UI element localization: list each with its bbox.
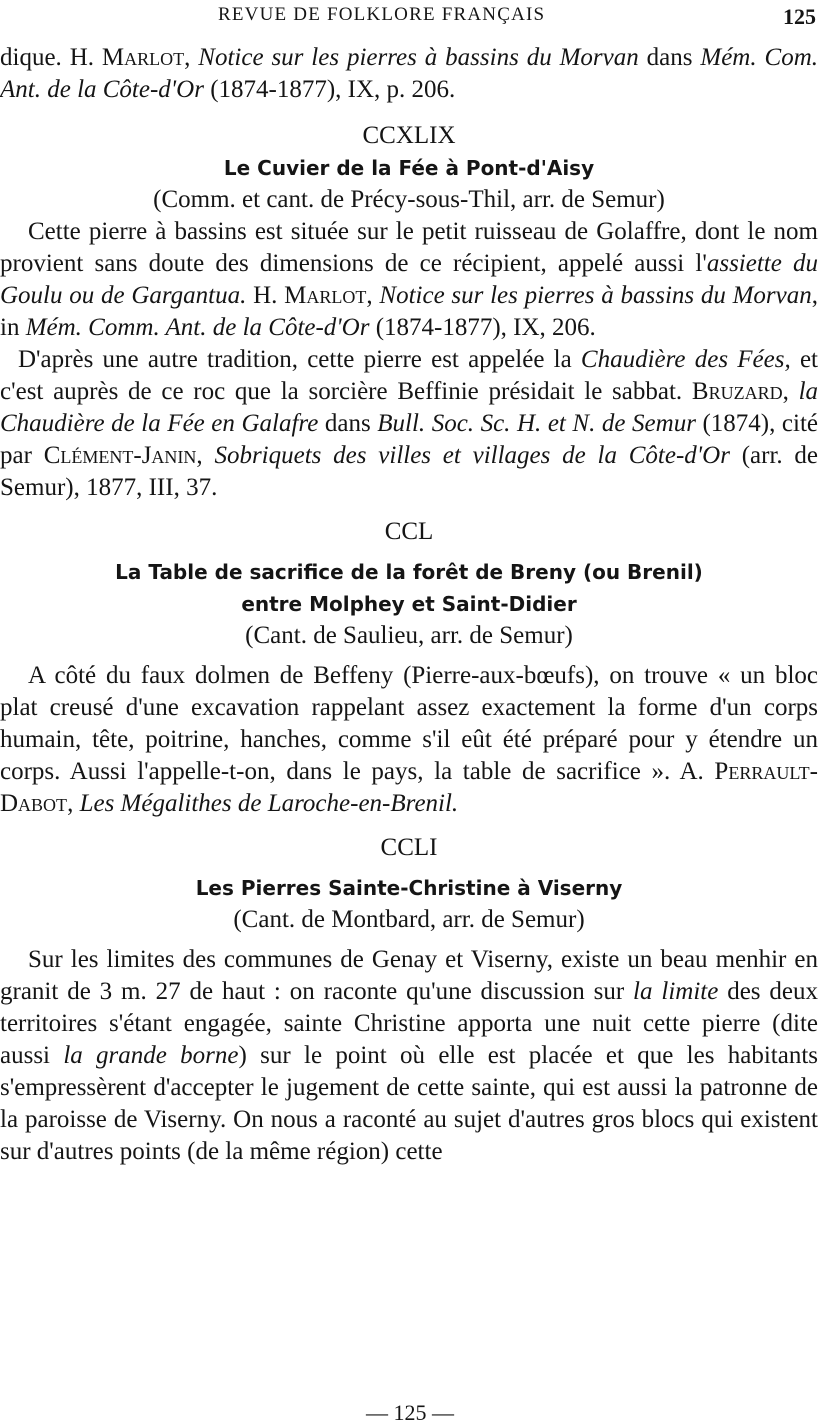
author-name: Perrault-Dabot	[0, 758, 818, 817]
text-run: ) sur le point où elle est placée et que les habitants s'empressèrent d'accepter le jugement de cette sainte, qui est aussi la patronne de la paroisse de Viserny. On nous a raconté au sujet d'autres gros blocs qui existent sur d'autres points (de la même région) cette	[0, 1042, 818, 1165]
author-name: Marlot	[101, 44, 185, 71]
work-title: Les Mégalithes de Laroche-en-Brenil.	[79, 790, 459, 817]
section-title: La Table de sacrifice de la forêt de Breny (ou Brenil)	[115, 560, 703, 584]
section-subtitle: (Comm. et cant. de Précy-sous-Thil, arr. de Semur)	[153, 186, 665, 213]
text-run: Sur les limites des communes de Genay et Viserny, existe un beau menhir en granit de 3 m. 27 de haut : on raconte qu'une discussion sur	[0, 946, 818, 1005]
journal-title: Mém. Comm. Ant. de la Côte-d'Or	[25, 314, 370, 341]
italic-run: la limite	[633, 978, 719, 1005]
section-paragraph	[0, 216, 818, 344]
text-run: dans	[318, 410, 378, 437]
italic-run: Chaudière des Fées,	[580, 346, 791, 373]
work-title: Sobriquets des villes et villages de la Côte-d'Or	[214, 442, 730, 469]
page-header	[0, 4, 820, 28]
section-paragraph	[0, 944, 818, 1168]
text-run: (arr. de Semur), 1877, III, 37.	[0, 442, 819, 501]
page-body	[0, 42, 818, 1168]
section-title-line-2: entre Molphey et Saint-Didier	[241, 592, 577, 616]
author-name: Clément-Janin	[43, 442, 197, 469]
text-run: et c'est auprès de ce roc que la sorcière Beffinie présidait le sabbat.	[0, 346, 818, 405]
section-title: Le Cuvier de la Fée à Pont-d'Aisy	[223, 156, 595, 180]
text-run: ,	[782, 378, 799, 405]
text-run: A côté du faux dolmen de Beffeny (Pierre-aux-bœufs), on trouve « un bloc plat creusé d'une excavation rappelant assez exactement la forme d'un corps humain, tête, poitrine, hanches, comme s'il eût été préparé pour y étendre un corps. Aussi l'appelle-t-on, dans le pays, la table de sacrifice ». A.	[0, 662, 818, 785]
text-run: dans	[638, 44, 701, 71]
section-number: CCL	[384, 518, 434, 545]
journal-title: Mém. Com. Ant. de la Côte-d'Or	[0, 44, 818, 103]
text-run: (1874-1877), IX, p. 206.	[203, 76, 456, 103]
text-run: Cette pierre à bassins est située sur le petit ruisseau de Golaffre, dont le nom provient sans doute des dimensions de ce récipient, appelé aussi l'	[0, 218, 818, 277]
text-run: (1874), cité par	[0, 410, 819, 469]
italic-run: assiette du Goulu ou de Gargantua.	[0, 250, 818, 309]
text-run: ,	[184, 44, 199, 71]
text-run: dique. H.	[0, 44, 102, 71]
text-run: ,	[67, 790, 80, 817]
page-footer: — 125 —	[366, 1400, 454, 1425]
text-run: des deux territoires s'étant engagée, sainte Christine apporta une nuit cette pierre (dite aussi	[0, 978, 818, 1069]
italic-run: la grande borne	[63, 1042, 239, 1069]
text-run: (1874-1877), IX, 206.	[369, 314, 596, 341]
text-run: , in	[0, 282, 819, 341]
header-page-number: 125	[783, 4, 816, 29]
work-title: la Chaudière de la Fée en Galafre	[0, 378, 819, 437]
work-title: Notice sur les pierres à bassins du Morvan	[379, 282, 812, 309]
intro-paragraph	[0, 42, 818, 106]
author-name: Marlot	[284, 282, 367, 309]
section-subtitle: (Cant. de Montbard, arr. de Semur)	[233, 906, 585, 933]
text-run: D'après une autre tradition, cette pierre est appelée la	[18, 346, 581, 373]
author-name: Bruzard	[691, 378, 783, 405]
work-title: Notice sur les pierres à bassins du Morvan	[198, 44, 639, 71]
text-run: ,	[366, 282, 380, 309]
text-run: H.	[246, 282, 285, 309]
section-paragraph	[0, 344, 818, 504]
section-paragraph	[0, 660, 818, 820]
journal-title: Bull. Soc. Sc. H. et N. de Semur	[377, 410, 696, 437]
section-subtitle: (Cant. de Saulieu, arr. de Semur)	[245, 622, 573, 649]
section-number: CCXLIX	[362, 122, 456, 149]
section-title: Les Pierres Sainte-Christine à Viserny	[195, 876, 623, 900]
section-number: CCLI	[380, 834, 438, 861]
text-run: ,	[196, 442, 215, 469]
running-title: REVUE DE FOLKLORE FRANÇAIS	[218, 4, 546, 25]
